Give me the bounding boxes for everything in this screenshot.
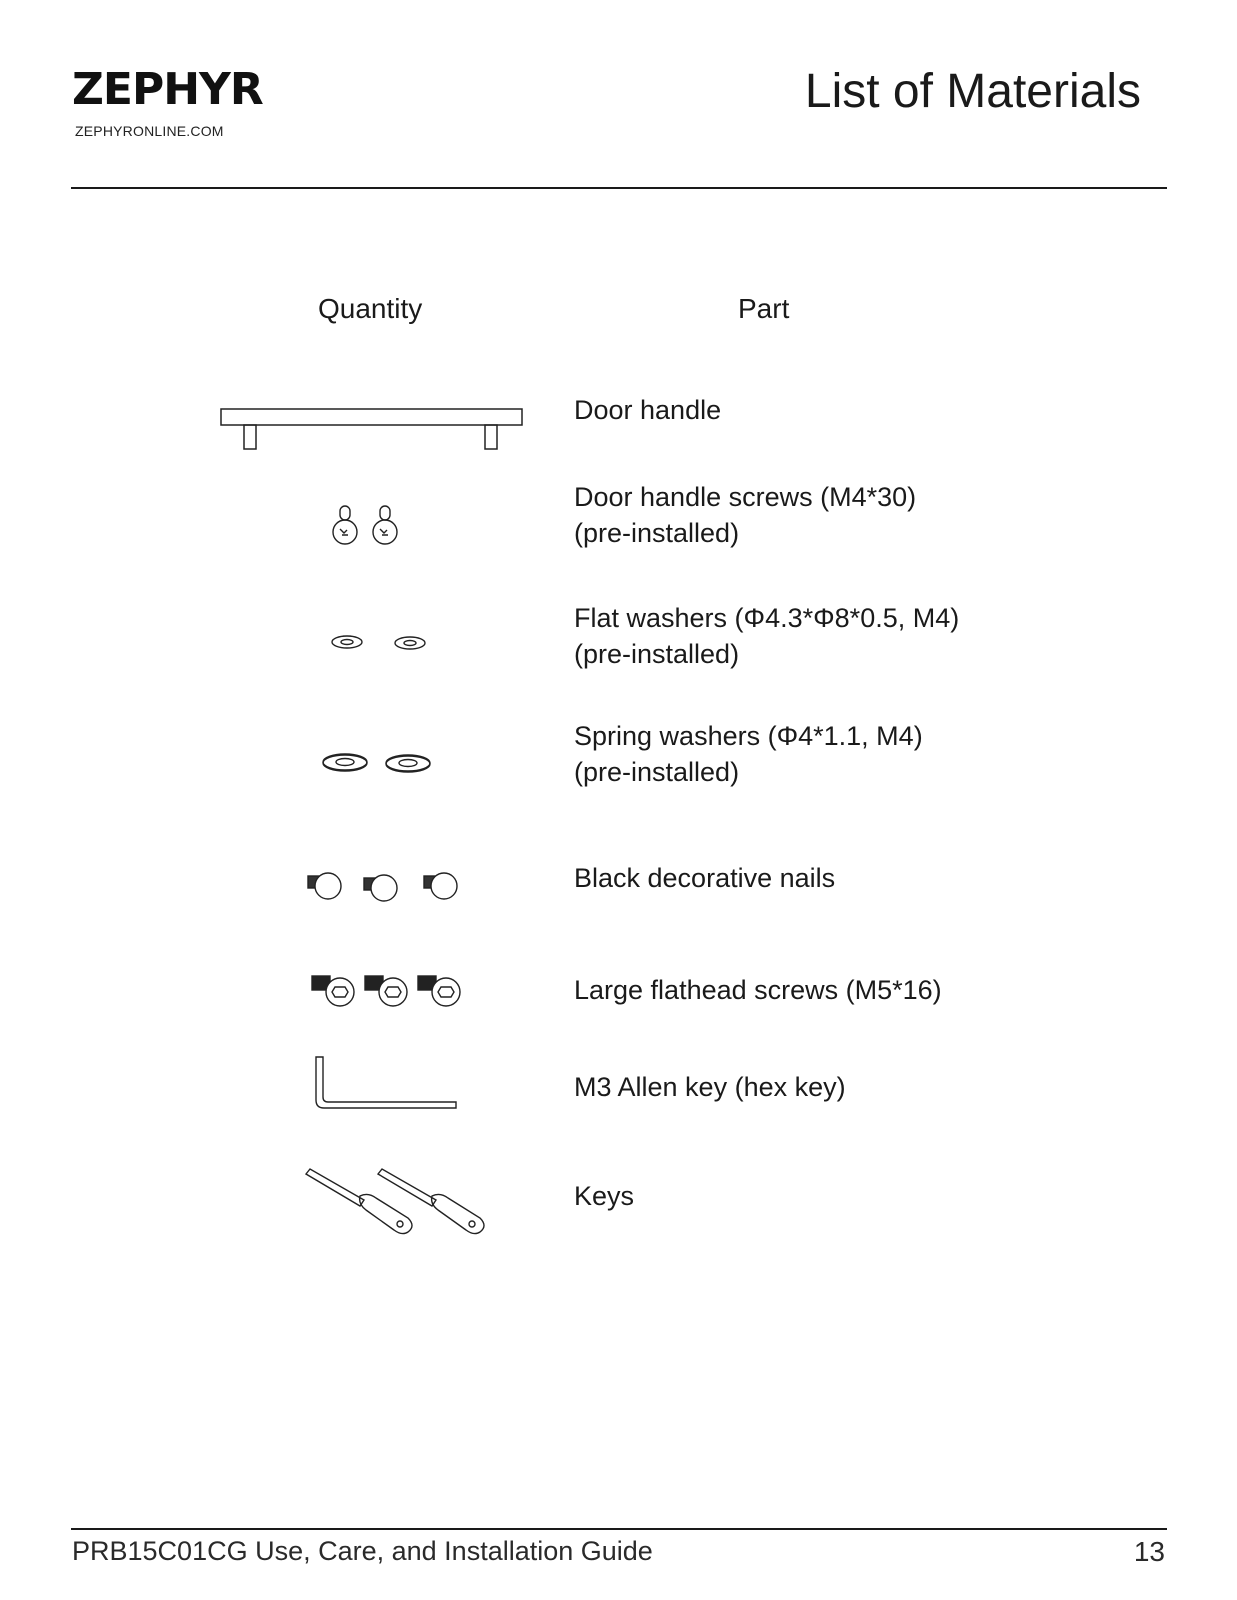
part-name-door-handle-screws <box>574 479 916 551</box>
flat-washers-icon <box>330 633 430 653</box>
part-name-decorative-nails <box>574 860 835 896</box>
part-line: (pre-installed) <box>574 518 740 548</box>
part-line: Large flathead screws (M5*16) <box>574 975 942 1005</box>
decorative-nails-icon <box>306 868 462 908</box>
part-name-flat-washers <box>574 600 959 672</box>
part-column-header: Part <box>738 293 790 324</box>
footer-divider <box>71 1528 1167 1530</box>
part-name-door-handle <box>574 392 721 428</box>
part-name-allen-key <box>574 1069 846 1105</box>
brand-url: ZEPHYRONLINE.COM <box>75 123 224 139</box>
spring-washers-icon <box>322 751 438 777</box>
part-line: M3 Allen key (hex key) <box>574 1072 846 1102</box>
part-line: Door handle <box>574 395 722 425</box>
part-name-spring-washers <box>574 718 923 790</box>
part-name-keys <box>574 1178 634 1214</box>
brand-logo: ZEPHYR <box>72 64 263 115</box>
door-handle-icon <box>220 408 525 460</box>
allen-key-icon <box>314 1056 460 1114</box>
part-name-flathead-screws <box>574 972 942 1008</box>
header-divider <box>71 187 1167 189</box>
door-handle-screws-icon <box>332 505 412 547</box>
part-line: Door handle screws (M4*30) <box>574 482 917 512</box>
part-line: Black decorative nails <box>574 863 836 893</box>
part-line: Flat washers (Φ4.3*Φ8*0.5, M4) <box>574 603 960 633</box>
part-line: (pre-installed) <box>574 757 740 787</box>
keys-icon <box>304 1166 490 1238</box>
quantity-column-header: Quantity <box>318 293 423 324</box>
page-number: 13 <box>1133 1536 1165 1567</box>
part-line: Keys <box>574 1181 635 1211</box>
footer-guide-title: PRB15C01CG Use, Care, and Installation Guide <box>72 1536 653 1566</box>
page-title: List of Materials <box>804 65 1141 118</box>
flathead-screws-icon <box>310 970 466 1012</box>
part-line: Spring washers (Φ4*1.1, M4) <box>574 721 923 751</box>
part-line: (pre-installed) <box>574 639 740 669</box>
